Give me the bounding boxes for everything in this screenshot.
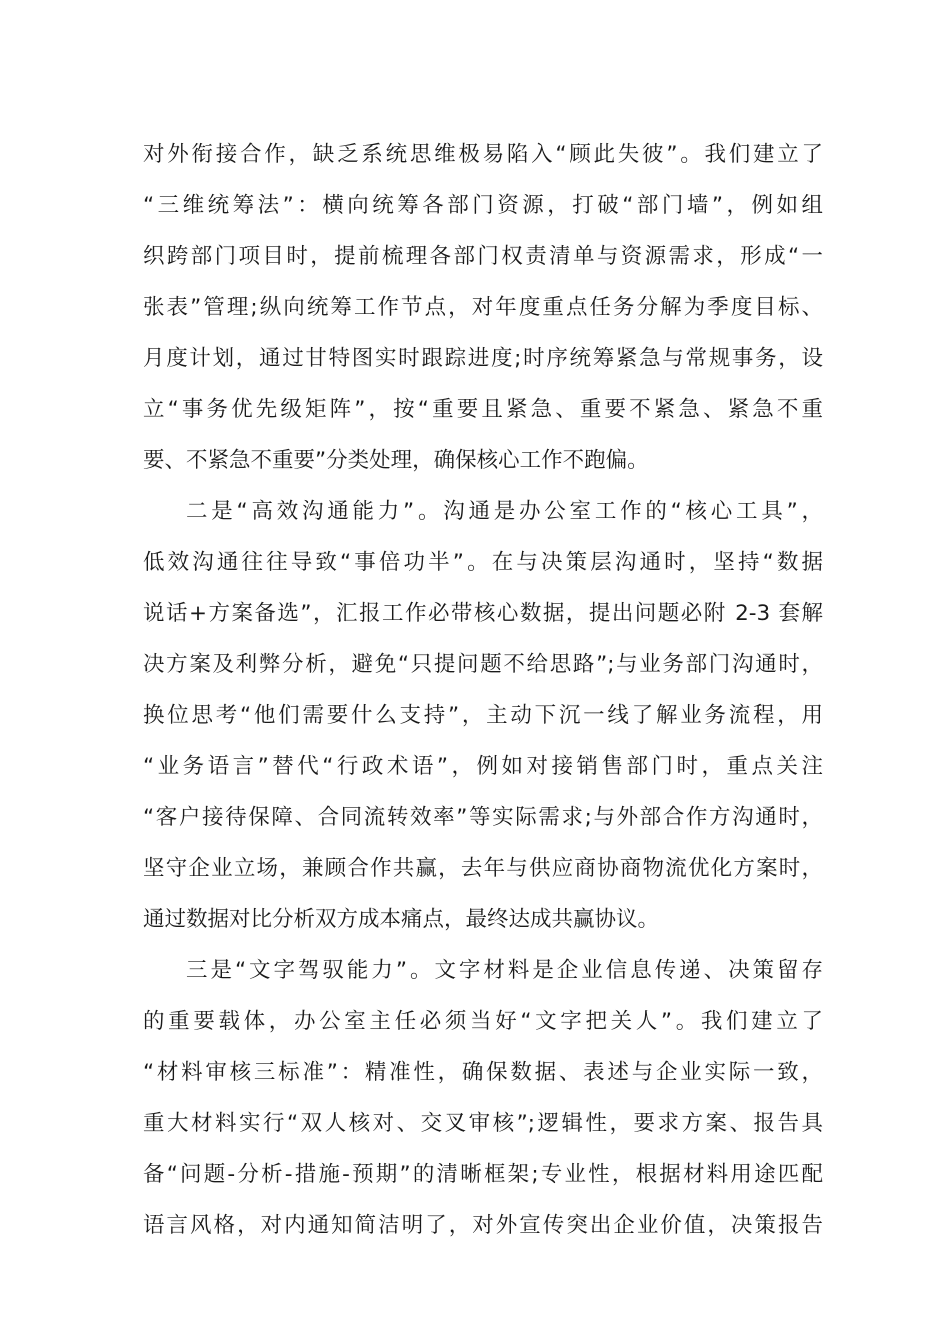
document-body <box>143 129 823 1251</box>
text-line: 立“事务优先级矩阵”，按“重要且紧急、重要不紧急、紧急不重 <box>143 397 823 422</box>
text-line: “业务语言”替代“行政术语”，例如对接销售部门时，重点关注 <box>143 754 823 779</box>
text-line: 低效沟通往往导致“事倍功半”。在与决策层沟通时，坚持“数据 <box>143 550 823 575</box>
text-line: 换位思考“他们需要什么支持”，主动下沉一线了解业务流程，用 <box>143 703 823 728</box>
text-line: 织跨部门项目时，提前梳理各部门权责清单与资源需求，形成“一 <box>143 244 823 269</box>
paragraph-writing <box>143 945 823 1251</box>
text-line: 二是“高效沟通能力”。沟通是办公室工作的“核心工具”， <box>186 499 823 524</box>
text-line: 三是“文字驾驭能力”。文字材料是企业信息传递、决策留存 <box>186 958 823 983</box>
text-line: 语言风格，对内通知简洁明了，对外宣传突出企业价值，决策报告 <box>143 1213 823 1238</box>
text-line: 决方案及利弊分析，避免“只提问题不给思路”;与业务部门沟通时， <box>143 652 823 677</box>
text-line: 备“问题-分析-措施-预期”的清晰框架;专业性，根据材料用途匹配 <box>143 1162 823 1187</box>
text-line: 说话+方案备选”，汇报工作必带核心数据，提出问题必附 2-3 套解 <box>143 601 823 626</box>
text-line: 的重要载体，办公室主任必须当好“文字把关人”。我们建立了 <box>143 1009 823 1034</box>
text-line: “三维统筹法”：横向统筹各部门资源，打破“部门墙”，例如组 <box>143 193 823 218</box>
text-line: 对外衔接合作，缺乏系统思维极易陷入“顾此失彼”。我们建立了 <box>143 142 823 167</box>
text-line: 要、不紧急不重要”分类处理，确保核心工作不跑偏。 <box>143 448 649 473</box>
text-line: “材料审核三标准”：精准性，确保数据、表述与企业实际一致， <box>143 1060 823 1085</box>
paragraph-planning-continued <box>143 129 823 486</box>
text-line: 重大材料实行“双人核对、交叉审核”;逻辑性，要求方案、报告具 <box>143 1111 823 1136</box>
text-line: 张表”管理;纵向统筹工作节点，对年度重点任务分解为季度目标、 <box>143 295 823 320</box>
text-line: “客户接待保障、合同流转效率”等实际需求;与外部合作方沟通时， <box>143 805 823 830</box>
text-line: 坚守企业立场，兼顾合作共赢，去年与供应商协商物流优化方案时， <box>143 856 823 881</box>
text-line: 月度计划，通过甘特图实时跟踪进度;时序统筹紧急与常规事务，设 <box>143 346 823 371</box>
text-line: 通过数据对比分析双方成本痛点，最终达成共赢协议。 <box>143 907 660 932</box>
paragraph-communication <box>143 486 823 945</box>
